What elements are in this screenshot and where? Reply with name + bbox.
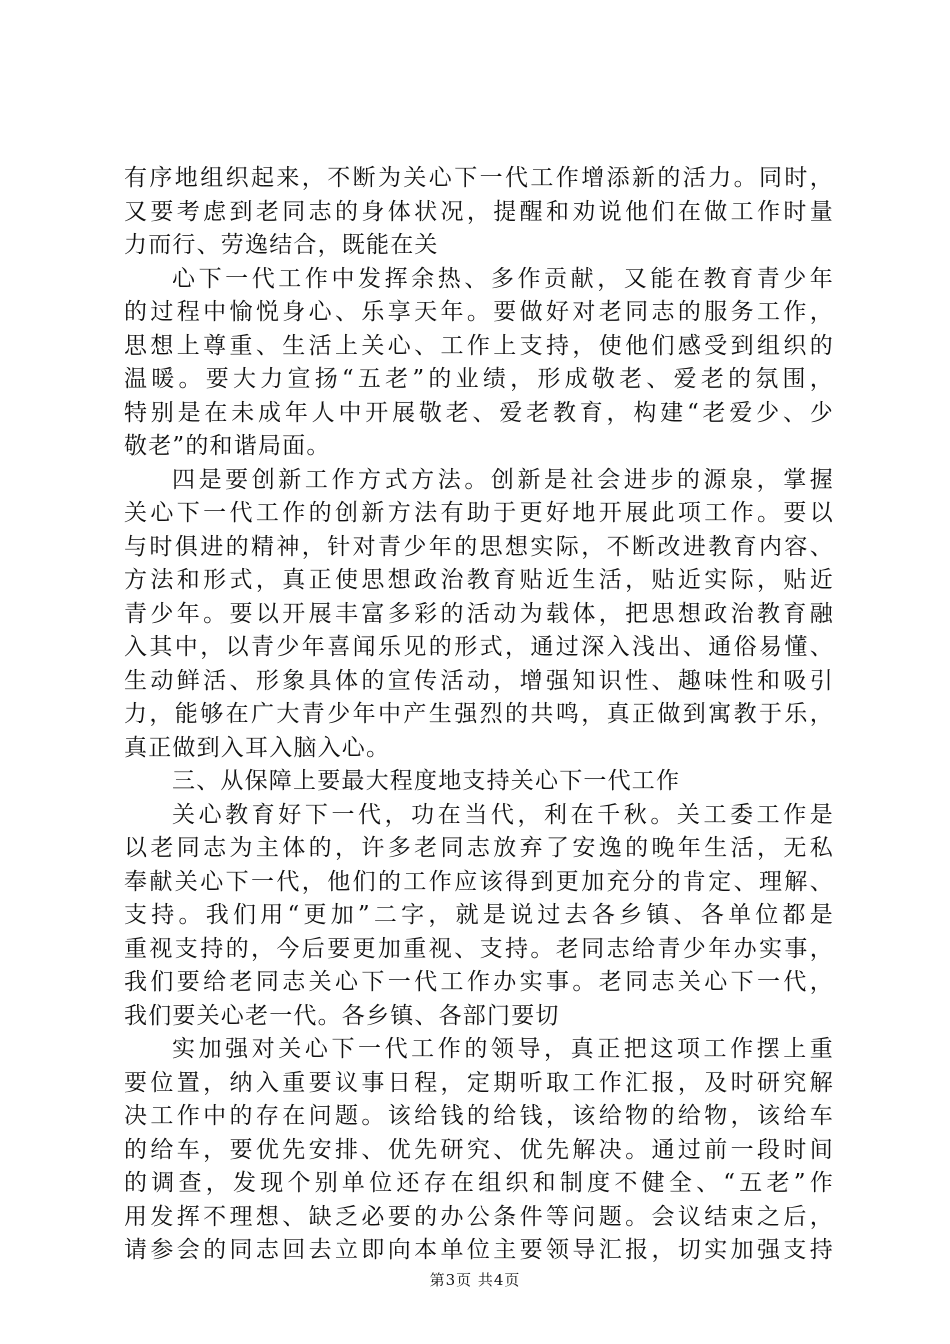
text-line: 我们要给老同志关心下一代工作办实事。老同志关心下一代， [124, 969, 834, 995]
text-line: 用发挥不理想、缺乏必要的办公条件等问题。会议结束之后， [124, 1203, 834, 1230]
text-line: 实加强对关心下一代工作的领导，真正把这项工作摆上重 [172, 1036, 834, 1062]
text-line: 要位置，纳入重要议事日程，定期听取工作汇报，及时研究解 [124, 1069, 834, 1096]
text-line: 真正做到入耳入脑入心。 [124, 734, 391, 761]
text-line: 的调查，发现个别单位还存在组织和制度不健全、“五老”作 [124, 1170, 834, 1196]
text-line: 入其中，以青少年喜闻乐见的形式，通过深入浅出、通俗易懂、 [124, 634, 834, 660]
text-line: 的给车，要优先安排、优先研究、优先解决。通过前一段时间 [124, 1136, 834, 1163]
text-line: 青少年。要以开展丰富多彩的活动为载体，把思想政治教育融 [124, 600, 834, 627]
text-line: 以老同志为主体的，许多老同志放弃了安逸的晚年生活，无私 [124, 835, 834, 861]
text-line: 力而行、劳逸结合，既能在关 [124, 232, 439, 258]
text-line: 有序地组织起来，不断为关心下一代工作增添新的活力。同时， [124, 165, 834, 191]
section-heading: 三、从保障上要最大程度地支持关心下一代工作 [172, 768, 681, 794]
text-line: 的过程中愉悦身心、乐享天年。要做好对老同志的服务工作， [124, 299, 834, 325]
text-line: 奉献关心下一代，他们的工作应该得到更加充分的肯定、理解、 [124, 868, 834, 895]
document-body [124, 162, 834, 1268]
text-line: 与时俱进的精神，针对青少年的思想实际，不断改进教育内容、 [124, 533, 834, 560]
text-line: 力，能够在广大青少年中产生强烈的共鸣，真正做到寓教于乐， [124, 701, 834, 727]
text-line: 支持。我们用“更加”二字，就是说过去各乡镇、各单位都是 [124, 902, 834, 928]
page-number-footer: 第3页 共4页 [429, 1271, 521, 1289]
text-line: 重视支持的，今后要更加重视、支持。老同志给青少年办实事， [124, 935, 834, 962]
text-line: 温暖。要大力宣扬“五老”的业绩，形成敬老、爱老的氛围， [124, 366, 834, 392]
text-line: 四是要创新工作方式方法。创新是社会进步的源泉，掌握 [172, 466, 834, 493]
text-line: 方法和形式，真正使思想政治教育贴近生活，贴近实际，贴近 [124, 567, 834, 593]
text-line: 关心教育好下一代，功在当代，利在千秋。关工委工作是 [172, 801, 834, 828]
text-line: 又要考虑到老同志的身体状况，提醒和劝说他们在做工作时量 [124, 198, 834, 225]
text-line: 心下一代工作中发挥余热、多作贡献，又能在教育青少年 [172, 265, 834, 292]
text-line: 敬老”的和谐局面。 [124, 433, 331, 459]
text-line: 请参会的同志回去立即向本单位主要领导汇报，切实加强支持 [124, 1237, 834, 1263]
text-line: 我们要关心老一代。各乡镇、各部门要切 [124, 1002, 560, 1029]
text-line: 特别是在未成年人中开展敬老、爱老教育，构建“老爱少、少 [124, 399, 834, 426]
text-line: 决工作中的存在问题。该给钱的给钱，该给物的给物，该给车 [124, 1103, 834, 1129]
text-line: 思想上尊重、生活上关心、工作上支持，使他们感受到组织的 [124, 332, 834, 359]
text-line: 生动鲜活、形象具体的宣传活动，增强知识性、趣味性和吸引 [124, 667, 834, 694]
text-line: 关心下一代工作的创新方法有助于更好地开展此项工作。要以 [124, 500, 834, 526]
